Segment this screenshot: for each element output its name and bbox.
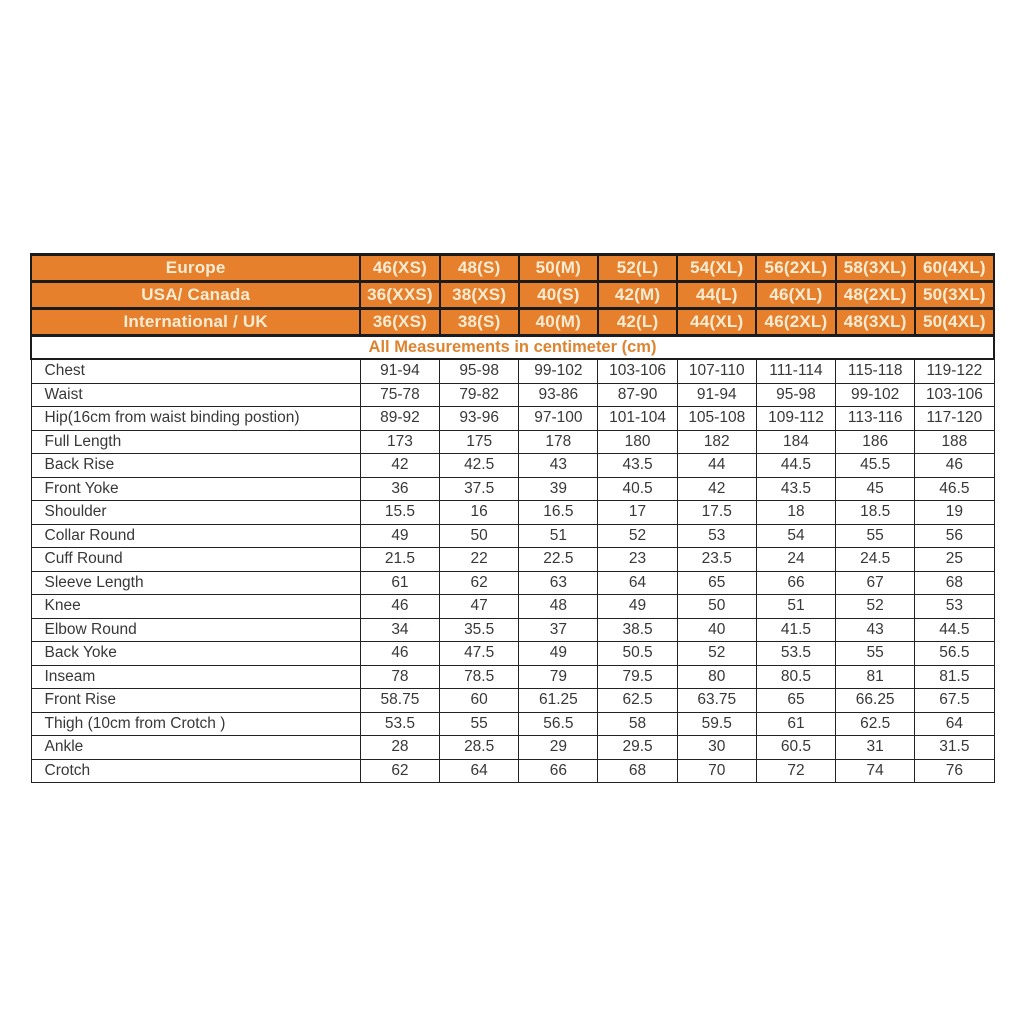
measurement-value: 24.5	[836, 548, 915, 572]
measurement-value: 19	[915, 501, 994, 525]
measurement-value: 15.5	[360, 501, 439, 525]
size-cell: 42(M)	[598, 282, 677, 309]
measurement-value: 97-100	[519, 407, 598, 431]
measurement-value: 105-108	[677, 407, 756, 431]
measurement-value: 79	[519, 665, 598, 689]
measurement-value: 64	[598, 571, 677, 595]
table-row	[31, 665, 994, 689]
measurement-value: 44.5	[915, 618, 994, 642]
measurement-value: 53	[677, 524, 756, 548]
measurement-value: 51	[519, 524, 598, 548]
measurement-value: 18.5	[836, 501, 915, 525]
table-row	[31, 642, 994, 666]
measurement-value: 188	[915, 430, 994, 454]
size-cell: 48(2XL)	[836, 282, 915, 309]
measurement-value: 53	[915, 595, 994, 619]
table-row	[31, 383, 994, 407]
region-label: Europe	[31, 255, 360, 282]
measurement-value: 115-118	[836, 359, 915, 383]
measurement-value: 62	[360, 759, 439, 783]
measurement-value: 38.5	[598, 618, 677, 642]
measurement-value: 41.5	[756, 618, 835, 642]
measurement-value: 56.5	[519, 712, 598, 736]
measurement-value: 23.5	[677, 548, 756, 572]
measurement-value: 16.5	[519, 501, 598, 525]
measurement-label: Back Yoke	[31, 642, 360, 666]
measurement-value: 87-90	[598, 383, 677, 407]
measurement-value: 173	[360, 430, 439, 454]
measurement-value: 42.5	[440, 454, 519, 478]
measurement-label: Front Rise	[31, 689, 360, 713]
measurement-value: 93-96	[440, 407, 519, 431]
measurement-value: 44.5	[756, 454, 835, 478]
table-row	[31, 430, 994, 454]
table-row	[31, 548, 994, 572]
measurement-unit-band	[31, 336, 994, 360]
measurement-value: 31.5	[915, 736, 994, 760]
measurement-value: 101-104	[598, 407, 677, 431]
size-chart-body	[31, 359, 994, 783]
measurement-value: 44	[677, 454, 756, 478]
measurement-value: 61	[360, 571, 439, 595]
measurement-value: 89-92	[360, 407, 439, 431]
measurement-value: 117-120	[915, 407, 994, 431]
measurement-value: 180	[598, 430, 677, 454]
measurement-value: 62	[440, 571, 519, 595]
table-row	[31, 477, 994, 501]
measurement-value: 22	[440, 548, 519, 572]
header-row	[31, 255, 994, 282]
measurement-value: 178	[519, 430, 598, 454]
measurement-label: Crotch	[31, 759, 360, 783]
measurement-value: 18	[756, 501, 835, 525]
measurement-value: 61.25	[519, 689, 598, 713]
size-cell: 36(XS)	[360, 309, 439, 336]
measurement-value: 50	[440, 524, 519, 548]
measurement-label: Knee	[31, 595, 360, 619]
measurement-value: 58	[598, 712, 677, 736]
measurement-value: 61	[756, 712, 835, 736]
size-cell: 50(M)	[519, 255, 598, 282]
measurement-value: 36	[360, 477, 439, 501]
measurement-value: 47	[440, 595, 519, 619]
measurement-value: 67	[836, 571, 915, 595]
measurement-value: 42	[677, 477, 756, 501]
measurement-value: 42	[360, 454, 439, 478]
measurement-value: 60.5	[756, 736, 835, 760]
measurement-value: 63	[519, 571, 598, 595]
measurement-unit-label: All Measurements in centimeter (cm)	[31, 336, 994, 360]
size-cell: 44(XL)	[677, 309, 756, 336]
measurement-value: 35.5	[440, 618, 519, 642]
measurement-value: 17	[598, 501, 677, 525]
measurement-label: Ankle	[31, 736, 360, 760]
table-row	[31, 759, 994, 783]
measurement-value: 55	[836, 642, 915, 666]
measurement-value: 46.5	[915, 477, 994, 501]
measurement-value: 46	[360, 642, 439, 666]
measurement-value: 53.5	[756, 642, 835, 666]
table-row	[31, 407, 994, 431]
measurement-value: 113-116	[836, 407, 915, 431]
measurement-value: 175	[440, 430, 519, 454]
size-cell: 40(S)	[519, 282, 598, 309]
measurement-value: 59.5	[677, 712, 756, 736]
measurement-value: 39	[519, 477, 598, 501]
measurement-value: 43	[519, 454, 598, 478]
measurement-label: Waist	[31, 383, 360, 407]
size-cell: 50(4XL)	[915, 309, 994, 336]
measurement-value: 80	[677, 665, 756, 689]
header-row	[31, 282, 994, 309]
size-chart	[30, 253, 995, 783]
measurement-value: 43	[836, 618, 915, 642]
header-row	[31, 309, 994, 336]
size-cell: 48(S)	[440, 255, 519, 282]
measurement-value: 95-98	[440, 359, 519, 383]
measurement-value: 52	[677, 642, 756, 666]
measurement-value: 111-114	[756, 359, 835, 383]
measurement-value: 65	[756, 689, 835, 713]
measurement-value: 49	[598, 595, 677, 619]
measurement-value: 47.5	[440, 642, 519, 666]
size-chart-head	[31, 255, 994, 336]
measurement-value: 45.5	[836, 454, 915, 478]
measurement-value: 50	[677, 595, 756, 619]
measurement-value: 62.5	[836, 712, 915, 736]
measurement-value: 66.25	[836, 689, 915, 713]
measurement-value: 58.75	[360, 689, 439, 713]
measurement-value: 72	[756, 759, 835, 783]
measurement-value: 76	[915, 759, 994, 783]
measurement-value: 103-106	[598, 359, 677, 383]
measurement-value: 182	[677, 430, 756, 454]
measurement-value: 16	[440, 501, 519, 525]
measurement-value: 68	[598, 759, 677, 783]
measurement-label: Collar Round	[31, 524, 360, 548]
measurement-value: 37.5	[440, 477, 519, 501]
measurement-label: Thigh (10cm from Crotch )	[31, 712, 360, 736]
size-cell: 38(XS)	[440, 282, 519, 309]
measurement-value: 28	[360, 736, 439, 760]
measurement-value: 56.5	[915, 642, 994, 666]
measurement-value: 79-82	[440, 383, 519, 407]
measurement-value: 107-110	[677, 359, 756, 383]
measurement-value: 37	[519, 618, 598, 642]
measurement-label: Chest	[31, 359, 360, 383]
measurement-value: 81.5	[915, 665, 994, 689]
measurement-value: 43.5	[756, 477, 835, 501]
table-row	[31, 571, 994, 595]
band-body	[31, 336, 994, 360]
size-cell: 36(XXS)	[360, 282, 439, 309]
measurement-value: 48	[519, 595, 598, 619]
size-cell: 50(3XL)	[915, 282, 994, 309]
measurement-value: 91-94	[677, 383, 756, 407]
measurement-value: 79.5	[598, 665, 677, 689]
measurement-value: 186	[836, 430, 915, 454]
table-row	[31, 454, 994, 478]
measurement-value: 60	[440, 689, 519, 713]
measurement-value: 64	[440, 759, 519, 783]
measurement-label: Back Rise	[31, 454, 360, 478]
measurement-value: 49	[519, 642, 598, 666]
measurement-value: 62.5	[598, 689, 677, 713]
measurement-label: Elbow Round	[31, 618, 360, 642]
measurement-value: 46	[915, 454, 994, 478]
size-chart-table	[30, 253, 995, 783]
measurement-value: 50.5	[598, 642, 677, 666]
size-cell: 56(2XL)	[756, 255, 835, 282]
measurement-value: 55	[836, 524, 915, 548]
measurement-value: 103-106	[915, 383, 994, 407]
measurement-value: 78	[360, 665, 439, 689]
table-row	[31, 736, 994, 760]
table-row	[31, 712, 994, 736]
measurement-value: 66	[519, 759, 598, 783]
measurement-value: 17.5	[677, 501, 756, 525]
measurement-value: 25	[915, 548, 994, 572]
measurement-value: 93-86	[519, 383, 598, 407]
measurement-label: Full Length	[31, 430, 360, 454]
measurement-value: 81	[836, 665, 915, 689]
measurement-value: 46	[360, 595, 439, 619]
measurement-value: 52	[836, 595, 915, 619]
size-cell: 58(3XL)	[836, 255, 915, 282]
size-cell: 52(L)	[598, 255, 677, 282]
measurement-value: 29.5	[598, 736, 677, 760]
measurement-label: Cuff Round	[31, 548, 360, 572]
measurement-value: 95-98	[756, 383, 835, 407]
measurement-value: 75-78	[360, 383, 439, 407]
measurement-value: 66	[756, 571, 835, 595]
measurement-value: 78.5	[440, 665, 519, 689]
measurement-value: 29	[519, 736, 598, 760]
size-cell: 60(4XL)	[915, 255, 994, 282]
measurement-value: 99-102	[836, 383, 915, 407]
table-row	[31, 359, 994, 383]
measurement-value: 70	[677, 759, 756, 783]
measurement-label: Shoulder	[31, 501, 360, 525]
region-label: International / UK	[31, 309, 360, 336]
region-label: USA/ Canada	[31, 282, 360, 309]
measurement-label: Front Yoke	[31, 477, 360, 501]
size-cell: 46(XL)	[756, 282, 835, 309]
measurement-label: Hip(16cm from waist binding postion)	[31, 407, 360, 431]
measurement-label: Sleeve Length	[31, 571, 360, 595]
measurement-value: 64	[915, 712, 994, 736]
measurement-value: 21.5	[360, 548, 439, 572]
table-row	[31, 595, 994, 619]
size-cell: 46(XS)	[360, 255, 439, 282]
measurement-value: 63.75	[677, 689, 756, 713]
size-cell: 48(3XL)	[836, 309, 915, 336]
measurement-label: Inseam	[31, 665, 360, 689]
measurement-value: 34	[360, 618, 439, 642]
measurement-value: 99-102	[519, 359, 598, 383]
measurement-value: 55	[440, 712, 519, 736]
measurement-value: 91-94	[360, 359, 439, 383]
measurement-value: 28.5	[440, 736, 519, 760]
measurement-value: 40.5	[598, 477, 677, 501]
measurement-value: 68	[915, 571, 994, 595]
measurement-value: 49	[360, 524, 439, 548]
measurement-value: 184	[756, 430, 835, 454]
measurement-value: 24	[756, 548, 835, 572]
size-cell: 44(L)	[677, 282, 756, 309]
size-cell: 46(2XL)	[756, 309, 835, 336]
measurement-value: 52	[598, 524, 677, 548]
measurement-value: 40	[677, 618, 756, 642]
measurement-value: 23	[598, 548, 677, 572]
table-row	[31, 524, 994, 548]
table-row	[31, 689, 994, 713]
measurement-value: 119-122	[915, 359, 994, 383]
measurement-value: 74	[836, 759, 915, 783]
table-row	[31, 618, 994, 642]
measurement-value: 80.5	[756, 665, 835, 689]
measurement-value: 51	[756, 595, 835, 619]
measurement-value: 65	[677, 571, 756, 595]
measurement-value: 67.5	[915, 689, 994, 713]
size-cell: 38(S)	[440, 309, 519, 336]
measurement-value: 45	[836, 477, 915, 501]
measurement-value: 31	[836, 736, 915, 760]
size-cell: 40(M)	[519, 309, 598, 336]
measurement-value: 56	[915, 524, 994, 548]
measurement-value: 109-112	[756, 407, 835, 431]
measurement-value: 54	[756, 524, 835, 548]
measurement-value: 43.5	[598, 454, 677, 478]
measurement-value: 53.5	[360, 712, 439, 736]
size-cell: 54(XL)	[677, 255, 756, 282]
measurement-value: 30	[677, 736, 756, 760]
table-row	[31, 501, 994, 525]
measurement-value: 22.5	[519, 548, 598, 572]
size-cell: 42(L)	[598, 309, 677, 336]
